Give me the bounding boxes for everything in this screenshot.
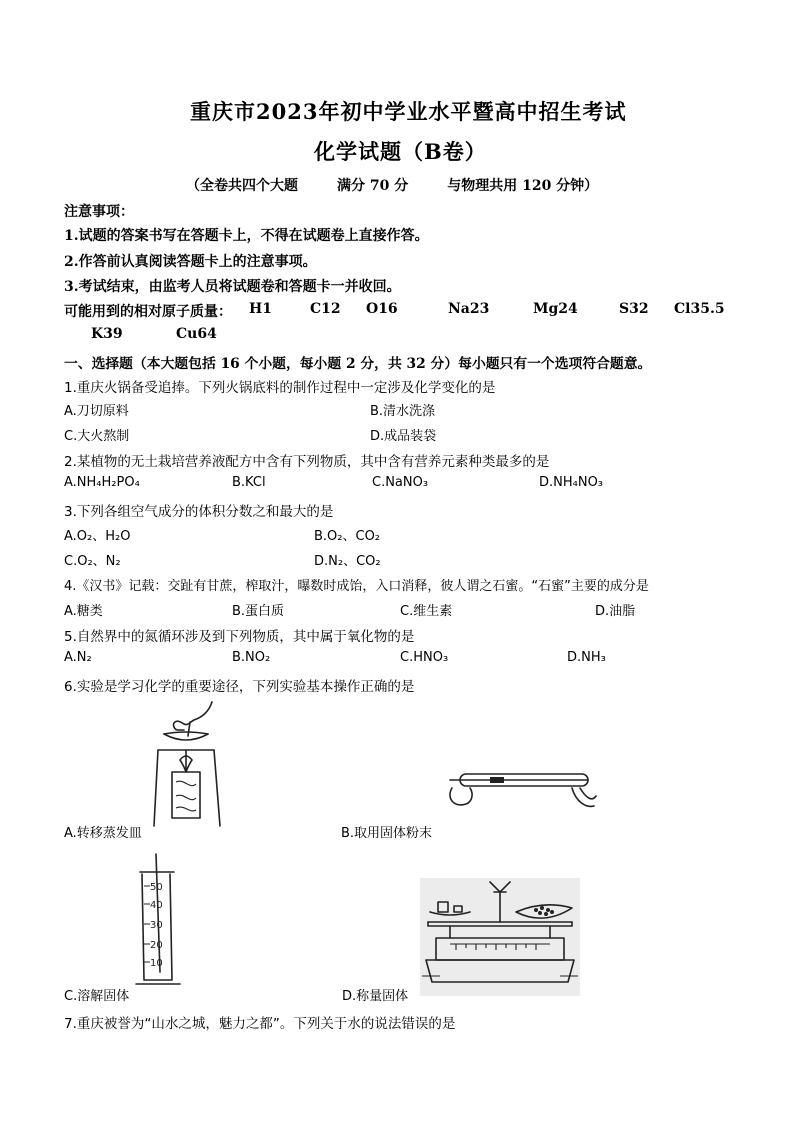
atomic-mass: C12 (310, 301, 341, 317)
option-5d[interactable]: D.NH₃ (567, 650, 606, 665)
option-3b[interactable]: B.O₂、CO₂ (314, 529, 381, 544)
option-4c[interactable]: C.维生素 (400, 604, 453, 619)
option-5a[interactable]: A.N₂ (64, 650, 92, 665)
option-5c[interactable]: C.HNO₃ (400, 650, 449, 665)
question-stem-7: 7.重庆被誉为“山水之城，魅力之都”。下列关于水的说法错误的是 (64, 1016, 456, 1032)
option-4a[interactable]: A.糖类 (64, 604, 103, 619)
atomic-mass: Mg24 (533, 301, 578, 317)
note-item: 2.作答前认真阅读答题卡上的注意事项。 (64, 254, 317, 270)
atomic-mass-label: 可能用到的相对原子质量： (64, 304, 232, 320)
note-item: 3.考试结束，由监考人员将试题卷和答题卡一并收回。 (64, 279, 401, 295)
test-tube-figure (448, 758, 598, 818)
section-heading: 一、选择题（本大题包括 16 个小题，每小题 2 分，共 32 分）每小题只有一个选项符合题意。 (64, 356, 652, 372)
option-3a[interactable]: A.O₂、H₂O (64, 529, 131, 544)
cylinder-tick: 20 (150, 940, 163, 951)
atomic-mass: O16 (366, 301, 398, 317)
cylinder-tick: 40 (150, 900, 163, 911)
option-1d[interactable]: D.成品装袋 (370, 429, 437, 444)
exam-info: （全卷共四个大题 满分 70 分 与物理共用 120 分钟） (186, 178, 599, 194)
atomic-mass: Cl35.5 (674, 301, 725, 317)
option-3d[interactable]: D.N₂、CO₂ (314, 554, 381, 569)
graduated-cylinder-figure (136, 852, 186, 990)
question-stem-4: 4.《汉书》记载：交趾有甘蔗，榨取汁，曝数时成饴，入口消释，彼人谓之石蜜。“石蜜”主要的成分是 (64, 579, 649, 594)
exam-title: 重庆市2023年初中学业水平暨高中招生考试 (190, 99, 627, 124)
balance-scale-figure (420, 878, 580, 996)
option-1b[interactable]: B.清水洗涤 (370, 404, 436, 419)
option-6b[interactable]: B.取用固体粉末 (341, 826, 433, 841)
option-2c[interactable]: C.NaNO₃ (372, 475, 429, 490)
question-stem-6: 6.实验是学习化学的重要途径，下列实验基本操作正确的是 (64, 679, 415, 695)
option-6d[interactable]: D.称量固体 (342, 989, 409, 1004)
cylinder-tick: 30 (150, 920, 163, 931)
option-3c[interactable]: C.O₂、N₂ (64, 554, 121, 569)
option-2b[interactable]: B.KCl (232, 475, 266, 490)
atomic-mass: S32 (619, 301, 649, 317)
question-stem-2: 2.某植物的无土栽培营养液配方中含有下列物质，其中含有营养元素种类最多的是 (64, 454, 550, 470)
option-6a[interactable]: A.转移蒸发皿 (64, 826, 142, 841)
atomic-mass: Na23 (448, 301, 490, 317)
cylinder-tick: 50 (150, 882, 163, 893)
option-4d[interactable]: D.油脂 (595, 604, 636, 619)
option-1a[interactable]: A.刀切原料 (64, 404, 129, 419)
question-stem-5: 5.自然界中的氮循环涉及到下列物质，其中属于氧化物的是 (64, 629, 415, 645)
note-item: 1.试题的答案书写在答题卡上，不得在试题卷上直接作答。 (64, 228, 429, 244)
option-1c[interactable]: C.大火熬制 (64, 429, 130, 444)
option-2a[interactable]: A.NH₄H₂PO₄ (64, 475, 140, 490)
option-2d[interactable]: D.NH₄NO₃ (539, 475, 604, 490)
question-stem-1: 1.重庆火锅备受追捧。下列火锅底料的制作过程中一定涉及化学变化的是 (64, 380, 496, 396)
option-5b[interactable]: B.NO₂ (232, 650, 271, 665)
exam-subtitle: 化学试题（B卷） (314, 139, 487, 164)
question-stem-3: 3.下列各组空气成分的体积分数之和最大的是 (64, 504, 334, 520)
option-6c[interactable]: C.溶解固体 (64, 989, 130, 1004)
notes-heading: 注意事项： (64, 204, 134, 220)
atomic-mass: H1 (249, 301, 272, 317)
option-4b[interactable]: B.蛋白质 (232, 604, 285, 619)
atomic-mass: Cu64 (176, 326, 217, 342)
evaporating-dish-figure (150, 700, 230, 830)
atomic-mass: K39 (91, 326, 123, 342)
cylinder-tick: 10 (150, 958, 163, 969)
